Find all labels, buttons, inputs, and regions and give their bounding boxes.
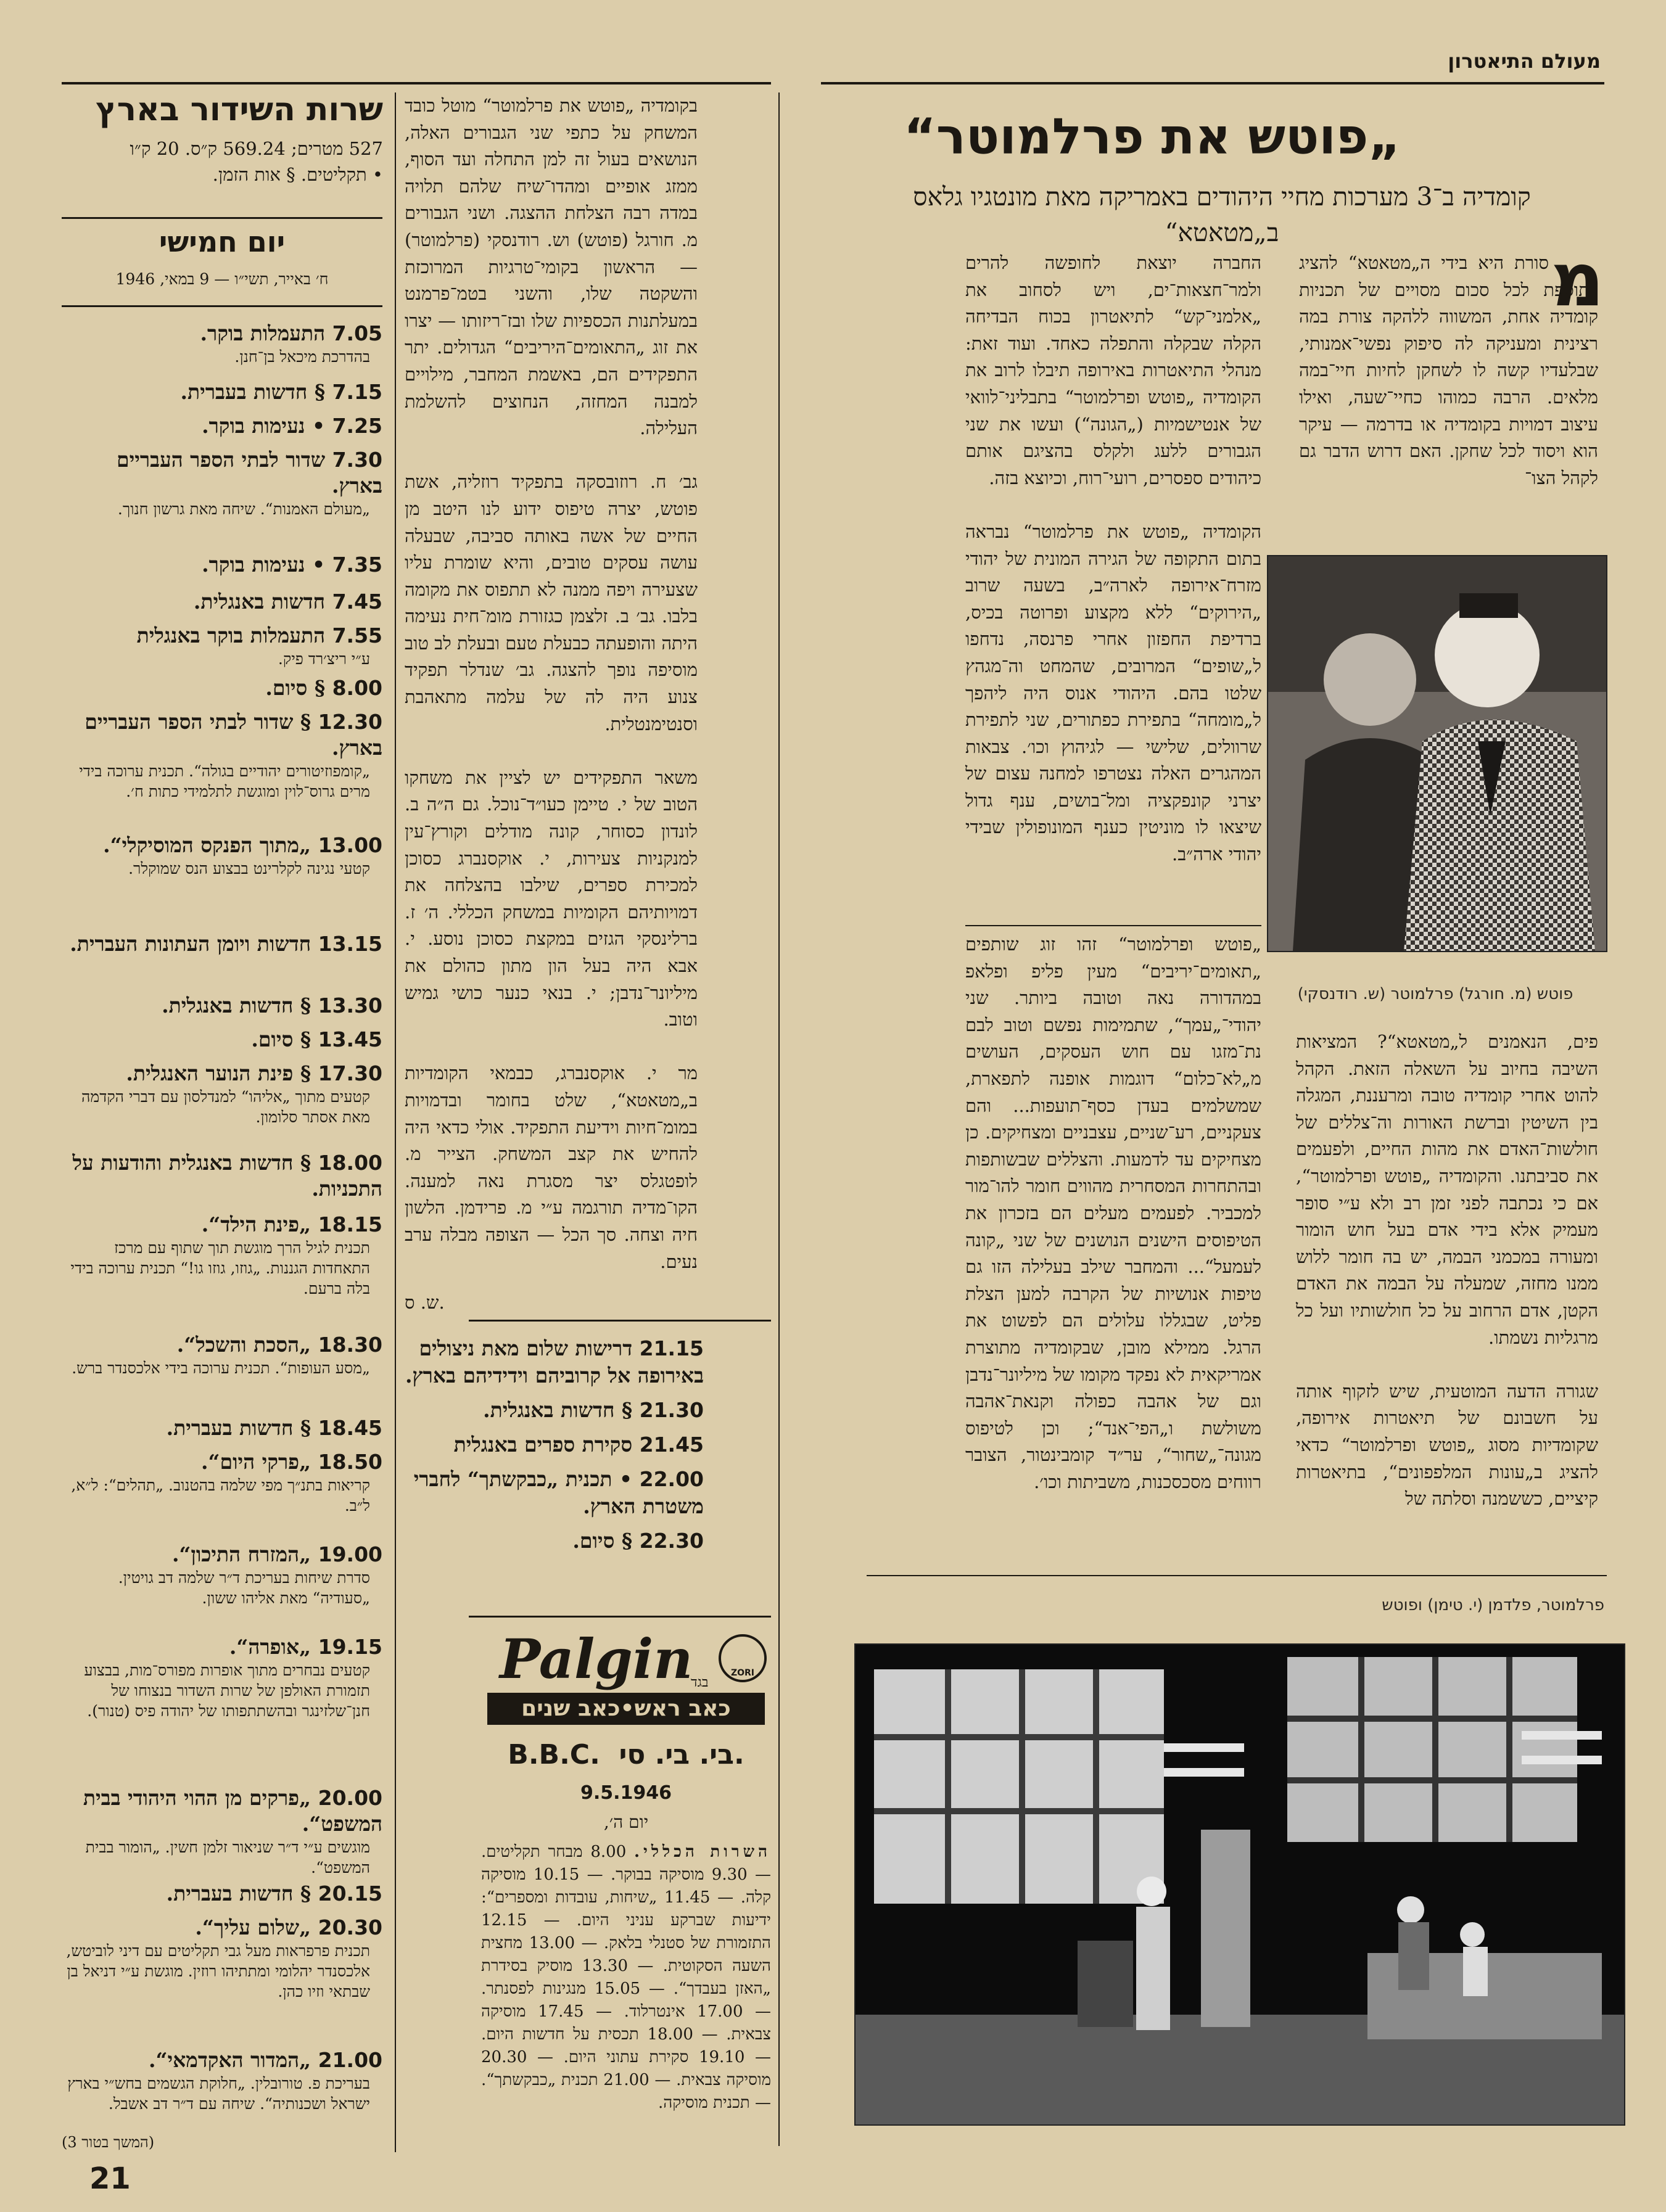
radio-item-desc: סדרת שיחות בעריכת ד״ר שלמה דב גויטין. „סעודיה“ מאת אליהו ששון. xyxy=(118,1569,370,1607)
ad-brand: Palgin xyxy=(500,1627,693,1691)
radio-item-desc: קטעים מתוך „אליהו“ למנדלסון עם דברי הקדמה מאת אסתר סלומון. xyxy=(81,1088,370,1126)
radio-item-title: § פינת הנוער האנגלית. xyxy=(126,1061,311,1085)
radio-item-title: § חדשות באנגלית. xyxy=(162,993,311,1018)
article-col1-part1: סורת היא בידי ה„מטאטא“ להציג כתוספת לכל סכום מסויים של תכניות קומדיה אחת, המשווה ללהקה צורת במה רצינית ומעניקה לה סיפוק נפשי־אמנותי, שבלעדיו קשה לו לשחקן לחיות חיי־במה מלאים. הרבה כמוהו כחיי־שעה, ואילו עיצוב דמויות בקומדיה או בדרמה — עיקר הוא ויסוד לכל שחקן. האם דרוש הדבר גם לקהל הצו־ xyxy=(1299,252,1598,488)
radio-schedule-item xyxy=(62,1634,382,1721)
radio-schedule-item xyxy=(62,833,382,879)
radio-item-time: 7.25 xyxy=(332,414,382,438)
header-rule xyxy=(821,82,1604,84)
article-col2-part1: החברה יוצאת לחופשה להרים ולמר־חצאות־ים, ויש לסחוב את „אלמני־קש“ לתיאטרון בכוח הבדיחה הקלה שבקלה והתפלה כאחד. ועוד זאת: מנהלי התיאטרות באירופה תיבלו לרוב את הקומדיה „פוטש ופרלמוטר“ בתבליני־לוואי של אנטישמיות („הגונה“) ועשו את שני הגבורים ללעג ולקלס בהציגם אותם כיהודים ספסרים, רועי־רוח, וכיוצא בזה. הקומדיה „פוטש את פרלמוטר“ נבראה בתום התקופה של הגירה המונית של יהודי מזרח־אירופה לארה״ב, בשעה שרוב „הירוקים“ ללא מקצוע ופרוטה בכיס, ברדיפת החפזון אחרי פרנסה, נדחפו ל„שופים“ המרובים, שהמחט וה־מגהץ שלטו בהם. היהודי אנוס היה ליהפך ל„מומחה“ בתפירת כפתורים, שני לתפירת שרוולים, שלישי — לגיהוץ וכו׳. צבאות המהגרים האלה נצטרפו למחנה עצום של יצרני קונפקציה ומל־בושים, ענף גדול שיצאו לו מוניטין כענף המונופולין שבידי יהודי ארה״ב. xyxy=(965,252,1261,865)
radio-schedule-item xyxy=(62,1061,382,1127)
ad-slogan: כאב ראש•כאב שנים xyxy=(487,1693,765,1725)
radio-item-title: „מתוך הפנקס המוסיקלי“. xyxy=(103,833,311,857)
radio-item-time: 17.30 xyxy=(318,1061,382,1085)
radio-schedule-item xyxy=(62,709,382,802)
radio-item-head xyxy=(62,1542,382,1568)
article-col2-part2: „פוטש ופרלמוטר“ זהו זוג שותפים „תאומים־יריבים“ מעין פליפ ופלאפ במהדורה נאה וטובה ביותר. שני יהודי־„עמך“, שתמימות נפשם וטוב לבם נת־מזגו עם חוש העסקים, העושים מ„לא־כלום“ דוגמות אופנה לתפארת, שמשלמים בעדן כסף־תועפות... והם צעקניים, רע־שניים, עצבניים ומצחיקים. כן מצחיקים עד לדמעות. והצללים שבשותפות ובהתחרות המסחרית מהווים חומר להו־מור למכביר. לפעמים מעלים הם בזכרון את הטיפוסים הישנים הנושנים של שני „קונה לעמעל“... והמחבר שילב בעלילה הזו גם טיפות אנושיות של הקרבה למען הצלת פליט, שבגללו עלולים הם לפשוט את הרגל. ממילא מובן, שבקומדיה מתוצרת אמריקאית לא נפקד מקומו של מיליונר־נדבן וגם של אהבה כפולה וקנאת־אהבה משולשת ו„הפי־אנד“; וכן לטיפוס מגונה־„שחור“, ער״ד קומבינטור, הצובר רווחים מסכסכנות, משביתות וכו׳. xyxy=(965,934,1261,1492)
radio-item-time: 7.30 xyxy=(332,448,382,472)
radio-item-title: „פינת הילד“. xyxy=(201,1212,311,1236)
article-col1-part2: פים, הנאמנים ל„מטאטא“? המציאות השיבה בחיוב על השאלה הזאת. הקהל להוט אחרי קומדיה טובה ומרעננת, המגלה בין השיטין וברשת האורות וה־צללים של חולשות־האדם את מהות החיים, ולפעמים את סביבתנו. והקומדיה „פוטש ופרלמוטר“, אם כי נכתבה לפני זמן רב ולא ע״י סופר מעמיק אלא בידי אדם בעל חוש הומור ומעורה במכמני הבמה, יש בה חומר ללוש ממנו מחזה, שמעלה על הבמה את האדם הקטן, אדם הרחוב על כל חולשותיו ועל כל מרגליות נשמתו. שגורה הדעה המוטעית, שיש לזקוף אותה על חשבונם של תיאטרות אירופה, שקומדיות מסוג „פוטש ופרלמוטר“ כדאי להציג ב„עונות המלפפונים“, בתיאטרות קיציים, כששמנה וסלתה של xyxy=(1296,1031,1598,1510)
bbc-date: 9.5.1946 xyxy=(580,1782,672,1804)
radio-schedule-item xyxy=(62,379,382,405)
radio-item-title: § חדשות בעברית. xyxy=(166,1416,311,1440)
radio-item-title: „אופרה“. xyxy=(229,1635,311,1659)
radio-schedule-item xyxy=(62,589,382,615)
radio-item-title: חדשות ויומן העתונות העברית. xyxy=(70,932,311,956)
radio-item-head xyxy=(62,709,382,761)
radio-item-desc: תכנית פרפראות מעל גבי תקליטים עם דיני לוביטש, אלכסנדר יהלומי ומתתיהו רוזין. מוגשת ע״י דניאל בן שבתאי וזיו כהן. xyxy=(66,1942,370,2000)
radio-item-desc: תכנית לגיל הרך מוגשת תוך שתוף עם מרכז התאחדות הגננות. „גוזו, גוזו גו!“ תכנית ערוכה בידי בלה ברעם. xyxy=(70,1239,370,1297)
article-signature: ש. ס. xyxy=(405,1292,445,1313)
radio-schedule-item xyxy=(62,675,382,701)
radio-item-time: 13.45 xyxy=(318,1027,382,1051)
col2-rule xyxy=(965,925,1261,926)
radio-item-time: 13.15 xyxy=(318,932,382,956)
radio-item-head xyxy=(62,675,382,701)
radio-item-time: 7.55 xyxy=(332,623,382,648)
palgin-ad xyxy=(487,1628,765,1727)
radio-item-title: „המדור האקדמאי“. xyxy=(148,2048,311,2072)
article-subtitle: קומדיה ב־3 מערכות מחיי היהודים באמריקה מאת מונטגיו גלאס ב„מטאטא“ xyxy=(913,182,1531,247)
radio-schedule-item xyxy=(62,1027,382,1053)
section-header: מעולם התיאטרון xyxy=(1448,49,1601,73)
radio-item-time: 18.45 xyxy=(318,1416,382,1440)
radio-title: שרות השידור בארץ xyxy=(96,91,383,128)
page-number: 21 xyxy=(89,2161,131,2196)
radio-item-time: 18.30 xyxy=(318,1333,382,1357)
column-rule xyxy=(395,93,396,2152)
radio-item-head xyxy=(62,321,382,347)
column-rule xyxy=(778,93,780,2146)
radio-item-head xyxy=(62,552,382,578)
radio-item-title: „המזרח התיכון“. xyxy=(171,1542,311,1566)
radio-rule-top xyxy=(62,217,382,219)
radio-item-time: 7.05 xyxy=(332,321,382,345)
radio-item-title: § סיום. xyxy=(265,676,326,700)
radio-item-title: „הסכת והשכל“. xyxy=(176,1333,311,1357)
radio-schedule-item xyxy=(62,1212,382,1299)
bbc-schedule: השרות הכללי. 8.00 מבחר תקליטים. — 9.30 מוסיקה בבוקר. — 10.15 מוסיקה קלה. — 11.45 „שיחות, עובדות ומספרים“: ידיעות שברקע עניני היום. — 12.15 התזמורת של סטנלי בלאק. — 13.00 מחצית השעה הסקוטית. — 13.30 מוסיק בסידרת „האזן בעבדך“. — 15.05 מנגינות לפסנתר. — 17.00 אינטרלוד. — 17.45 מוסיקה צבאית. — 18.00 תכסית על חדשות היום. — 19.10 סקירת עתוני היום. — 20.30 מוסיקה צבאית. — 21.00 תכנית „כבקשתך“. — תכנית מוסיקה. xyxy=(481,1843,772,2112)
radio-item-head xyxy=(62,931,382,957)
radio-schedule-item xyxy=(62,931,382,957)
radio-item-head xyxy=(62,1212,382,1238)
radio-item-time: 18.50 xyxy=(318,1450,382,1474)
radio-day: יום חמישי xyxy=(159,225,286,258)
radio-item-desc: קריאות בתנ״ך מפי שלמה בהטנוב. „תהלים“: ל״א, ל״ב. xyxy=(71,1476,370,1515)
radio-item-head xyxy=(62,447,382,499)
radio-item-head xyxy=(62,1915,382,1941)
radio-item-desc: „קומפוזיטורים יהודיים בגולה“. תכנית ערוכה בידי מרים גרוס־לוין ומוגשת לתלמידי כתות ח׳. xyxy=(79,762,370,800)
radio-schedule-item xyxy=(62,1785,382,1878)
radio-cont-item: 21.30 § חדשות באנגלית. xyxy=(483,1398,704,1422)
radio-item-head xyxy=(62,1061,382,1087)
radio-schedule-item xyxy=(62,321,382,367)
radio-item-time: 21.00 xyxy=(318,2048,382,2072)
radio-item-title: § חדשות בעברית. xyxy=(166,1881,311,1906)
bbc-title: B.B.C. בי. בי. סי. xyxy=(508,1739,744,1770)
radio-item-time: 20.15 xyxy=(318,1881,382,1906)
radio-item-head xyxy=(62,1332,382,1358)
bbc-day: יום ה׳, xyxy=(603,1812,649,1832)
radio-item-desc: ע״י ריצ׳רד פיק. xyxy=(278,650,370,668)
radio-item-title: § סיום. xyxy=(251,1027,311,1051)
radio-item-title: התעמלות בוקר באנגלית xyxy=(136,623,326,648)
zori-logo-icon: ZORI xyxy=(719,1634,767,1682)
photo1-caption: פוטש (מ. חורגל) פרלמוטר (ש. רודנסקי) xyxy=(1297,985,1573,1003)
radio-item-time: 7.15 xyxy=(332,380,382,404)
radio-schedule-item xyxy=(62,1915,382,2002)
radio-rule-date xyxy=(62,305,382,307)
radio-item-time: 18.15 xyxy=(318,1212,382,1236)
radio-schedule-item xyxy=(62,623,382,669)
radio-schedule-item xyxy=(62,447,382,519)
radio-schedule-item xyxy=(62,1150,382,1202)
radio-item-head xyxy=(62,1150,382,1202)
radio-cont-item: 22.00 • תכנית „כבקשתך“ לחברי משטרת הארץ. xyxy=(413,1467,704,1518)
radio-item-title: „פרקי היום“. xyxy=(201,1450,311,1474)
radio-item-head xyxy=(62,1027,382,1053)
radio-item-time: 12.30 xyxy=(318,710,382,734)
radio-item-title: • נעימות בוקר. xyxy=(202,414,326,438)
radio-item-time: 20.30 xyxy=(318,1915,382,1939)
radio-item-head xyxy=(62,2047,382,2073)
photo-potash-perlmutter xyxy=(1267,555,1607,952)
radio-item-desc: קטעים נבחרים מתוך אופרות מפורס־מות, בבצוע תזמורת האולפן של שרות השדור בנצוחו של חנן־שלזינגר ובהשתתפותו של יהודה פיס (טנור). xyxy=(84,1661,370,1720)
radio-schedule-item xyxy=(62,552,382,578)
radio-item-title: „פרקים מן ההוי היהודי בבית המשפט“. xyxy=(83,1786,382,1836)
radio-item-title: חדשות באנגלית. xyxy=(193,590,326,614)
ad-small: בגד xyxy=(691,1675,709,1690)
radio-schedule-item xyxy=(62,413,382,439)
radio-schedule-item xyxy=(62,1449,382,1516)
radio-item-head xyxy=(62,833,382,858)
radio-item-title: • נעימות בוקר. xyxy=(202,553,326,577)
radio-item-desc: בהדרכת מיכאל בן־חנן. xyxy=(234,348,370,366)
radio-date: ח׳ באייר, תשי״ו — 9 במאי, 1946 xyxy=(115,270,329,288)
radio-item-title: § חדשות בעברית. xyxy=(180,380,326,404)
radio-item-head xyxy=(62,1785,382,1837)
radio-schedule-item xyxy=(62,993,382,1019)
radio-cont-item: 21.15 דרישות שלום מאת ניצולים באירופה אל קרוביהם וידידיהם בארץ. xyxy=(405,1336,704,1388)
radio-item-head xyxy=(62,1415,382,1441)
radio-continuation xyxy=(405,1335,704,1555)
radio-item-time: 13.00 xyxy=(318,833,382,857)
radio-item-head xyxy=(62,1881,382,1907)
radio-schedule-list xyxy=(62,321,382,2113)
radio-item-time: 18.00 xyxy=(318,1151,382,1175)
drop-cap: מ xyxy=(1551,237,1604,323)
radio-item-head xyxy=(62,589,382,615)
radio-schedule-item xyxy=(62,2047,382,2114)
ad-rule xyxy=(469,1616,771,1618)
col3-rule xyxy=(469,1320,771,1322)
radio-item-title: התעמלות בוקר. xyxy=(200,321,326,345)
photo2-caption: פרלמוטר, פלדמן (י. טימן) ופוטש xyxy=(1382,1596,1604,1614)
radio-item-time: 20.00 xyxy=(318,1786,382,1810)
radio-item-title: שדור לבתי הספר העבריים בארץ. xyxy=(117,448,382,498)
header-rule-left xyxy=(62,82,771,84)
radio-item-desc: בעריכת פ. טורובלין. „חלוקת הגשמים בחש״י בארץ ישראל ושכנותיה“. שיחה עם ד״ר דב אשבל. xyxy=(67,2074,370,2113)
radio-item-head xyxy=(62,993,382,1019)
radio-item-head xyxy=(62,413,382,439)
radio-item-head xyxy=(62,379,382,405)
radio-freq: 527 מטרים; 569.24 ק״ס. 20 ק״ו • תקליטים. § אות הזמן. xyxy=(130,138,383,185)
radio-item-desc: „מעולם האמנות“. שיחה מאת גרשון חנוך. xyxy=(117,500,370,518)
caption-rule xyxy=(867,1575,1607,1576)
photo-stage-scene xyxy=(854,1643,1625,2126)
radio-item-time: 7.45 xyxy=(332,590,382,614)
radio-item-time: 19.15 xyxy=(318,1635,382,1659)
radio-item-title: § שדור לבתי הספר העבריים בארץ. xyxy=(85,710,382,760)
stage-scene-icon xyxy=(856,1645,1624,2124)
radio-continued: (המשך בטור 3) xyxy=(62,2134,155,2151)
radio-cont-item: 21.45 סקירת ספרים באנגלית xyxy=(453,1433,704,1457)
radio-item-time: 19.00 xyxy=(318,1542,382,1566)
radio-cont-item: 22.30 § סיום. xyxy=(572,1529,704,1553)
radio-item-head xyxy=(62,623,382,649)
radio-schedule-item xyxy=(62,1881,382,1907)
photo-two-men-icon xyxy=(1268,556,1606,951)
radio-item-title: § חדשות באנגלית והודעות על התכניות. xyxy=(72,1151,382,1201)
radio-item-time: 7.35 xyxy=(332,553,382,577)
radio-schedule-item xyxy=(62,1415,382,1441)
radio-item-title: „שלום עליך“. xyxy=(195,1915,311,1939)
radio-schedule-item xyxy=(62,1332,382,1378)
radio-item-desc: „מסע העופות“. תכנית ערוכה בידי אלכסנדר ברש. xyxy=(72,1359,370,1377)
radio-item-head xyxy=(62,1449,382,1475)
article-col3: בקומדיה „פוטש את פרלמוטר“ מוטל כובד המשחק על כתפי שני הגבורים האלה, הנושאים בעול זה למן התחלה ועד הסוף, ממזג אופיים ומהדו־שיח שלהם תלויה במדה רבה הצלחת ההצגה. ושני הגבורים מ. חורגל (פוטש) וש. רודנסקי (פרלמוטר) — הראשון בקומי־טרגיות המרוכזת והשקטה שלו, והשני בטמ־פרמנט במעלתנות הכספיות שלו ובז־ריזותו — יצרו את זוג „התאומים־היריבים“ הגדולים. יתר התפקידים הם, באשמת המחבר, מילויים למבנה המחזה, הנחוצים להשלמת העלילה. גב׳ ח. רוזובסקה בתפקיד רוזליה, אשת פוטש, יצרה טיפוס ידוע לנו היטב מן החיים של אשה באותה סביבה, שבעלה עושה עסקים טובים, והיא שומרת עליו שצעירה ויפה ממנה לא תתפוס את מקומה בלבו. גב׳ ב. זלצמן כגזורת מומ־חית נעימה היתה והופעתה כבעלת טעם ובעלת לב טוב מוסיפה נופך להצגה. גב׳ שנדלר תפקיד צנוע היה לה של עלמה מתאהבת וסנטימנטלית. משאר התפקידים יש לציין את משחקו הטוב של י. טיימן כעו״ד־נוכל. גם ה״ה ב. לונדון כסוחר, קונה מודלים וקורץ־עין למנקניות צעירות, י. אוקסנברג כסוכן למכירת ספרים, שילבו בהצלחה את דמויותיהם הקומיות במשחק הכללי. ה׳ ז. ברלינסקי הגזים במקצת כסוכן נוסע. י. אבא היה בעל הון מתון כהולם את מיליונר־נדבן; י. בנאי כנער כושי גמיש וטוב. מר י. אוקסנברג, כבמאי הקומדיות ב„מטאטא“, שלט בחומר ובדמויות במומ־חיות וידיעת התפקיד. אולי כדאי היה להחיש את קצב המשחק. הצייר מ. לופטגלס יצר מסגרת נאה למענה. הקו־מדיה תורגמה ע״י מ. פרידמן. הלשון חיה וצחה. סך הכל — הצופה מבלה ערב נעים. xyxy=(405,95,698,1272)
radio-item-time: 13.30 xyxy=(318,993,382,1018)
radio-item-time: 8.00 xyxy=(332,676,382,700)
article-title: „פוטש את פרלמוטר“ xyxy=(904,108,1401,165)
radio-item-desc: מוגשים ע״י ד״ר שניאור זלמן חשין. „הומור בבית המשפט“. xyxy=(85,1838,370,1877)
radio-schedule-item xyxy=(62,1542,382,1608)
radio-item-head xyxy=(62,1634,382,1660)
radio-item-desc: קטעי נגינה לקלרינט בבצוע הנס שמוקלר. xyxy=(128,860,370,878)
